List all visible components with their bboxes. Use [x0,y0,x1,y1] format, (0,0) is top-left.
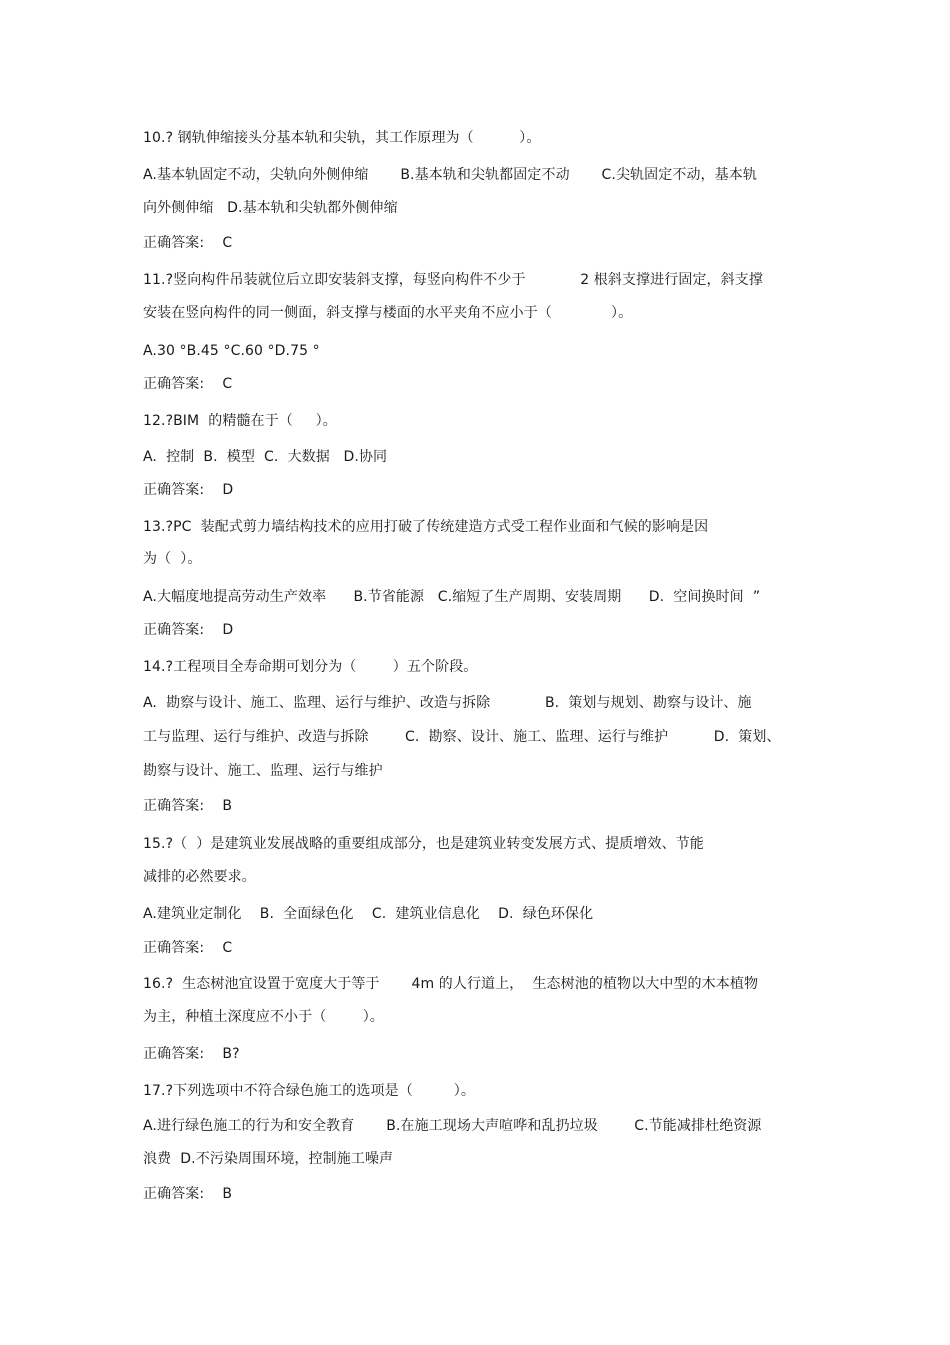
question-11-answer: 正确答案: C [143,376,233,392]
question-17-stem: 17.?下列选项中不符合绿色施工的选项是（ ）。 [143,1083,475,1099]
question-12-answer: 正确答案: D [143,482,234,498]
question-13-stem-line-2: 为（ ）。 [143,551,202,567]
question-17-options-line-1: A.进行绿色施工的行为和安全教育 B.在施工现场大声喧哗和乱扔垃圾 C.节能减排杜绝资源 [143,1118,762,1134]
question-13-stem-line-1: 13.?PC 装配式剪力墙结构技术的应用打破了传统建造方式受工程作业面和气候的影响是因 [143,519,709,535]
question-11-stem-line-2: 安装在竖向构件的同一侧面，斜支撑与楼面的水平夹角不应小于（ ）。 [143,305,633,321]
question-16-stem-line-1: 16.? 生态树池宜设置于宽度大于等于 4m 的人行道上， 生态树池的植物以大中型的木本植物 [143,976,759,992]
question-10-options-line-2: 向外侧伸缩 D.基本轨和尖轨都外侧伸缩 [143,200,398,216]
question-17-answer: 正确答案: B [143,1186,233,1202]
question-16-answer: 正确答案: B? [143,1046,240,1062]
question-10-options-line-1: A.基本轨固定不动，尖轨向外侧伸缩 B.基本轨和尖轨都固定不动 C.尖轨固定不动，基本轨 [143,167,757,183]
question-12-options: A. 控制 B. 模型 C. 大数据 D.协同 [143,449,388,465]
question-14-options-line-1: A. 勘察与设计、施工、监理、运行与维护、改造与拆除 B. 策划与规划、勘察与设计、施 [143,695,752,711]
question-12-stem: 12.?BIM 的精髓在于（ ）。 [143,413,337,429]
question-14-answer: 正确答案: B [143,798,233,814]
question-15-answer: 正确答案: C [143,940,233,956]
question-14-stem: 14.?工程项目全寿命期可划分为（ ）五个阶段。 [143,659,478,675]
question-17-options-line-2: 浪费 D.不污染周围环境，控制施工噪声 [143,1151,394,1167]
question-15-stem-line-1: 15.?（ ）是建筑业发展战略的重要组成部分，也是建筑业转变发展方式、提质增效、节能 [143,836,704,852]
question-13-options: A.大幅度地提高劳动生产效率 B.节省能源 C.缩短了生产周期、安装周期 D. 空间换时间 ” [143,589,761,605]
question-16-stem-line-2: 为主，种植土深度应不小于（ ）。 [143,1009,384,1025]
question-15-stem-line-2: 减排的必然要求。 [143,869,256,885]
question-11-options: A.30 °B.45 °C.60 °D.75 ° [143,343,320,359]
question-10-stem: 10.? 钢轨伸缩接头分基本轨和尖轨，其工作原理为（ ）。 [143,130,541,146]
question-11-stem-line-1: 11.?竖向构件吊装就位后立即安装斜支撑，每竖向构件不少于 2 根斜支撑进行固定，斜支撑 [143,272,763,288]
question-10-answer: 正确答案: C [143,235,233,251]
question-14-options-line-3: 勘察与设计、施工、监理、运行与维护 [143,763,383,779]
question-13-answer: 正确答案: D [143,622,234,638]
question-15-options: A.建筑业定制化 B. 全面绿色化 C. 建筑业信息化 D. 绿色环保化 [143,906,594,922]
question-14-options-line-2: 工与监理、运行与维护、改造与拆除 C. 勘察、设计、施工、监理、运行与维护 D. 策划、 [143,729,781,745]
